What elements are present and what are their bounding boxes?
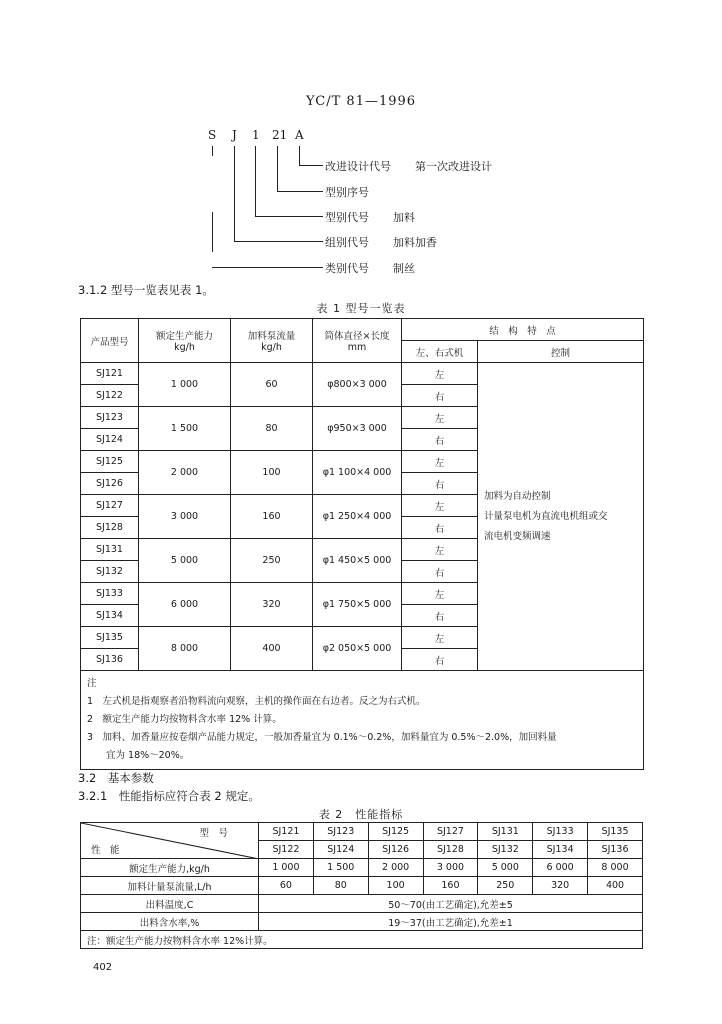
table-row: SJ126 右: [81, 473, 644, 495]
table-row: SJ123 1 500 80 φ950×3 000 左: [81, 407, 644, 429]
table-row: 加料计量泵流量,L/h 60 80 100 160 250 320 400: [81, 877, 643, 895]
table2-note: 注：额定生产能力按物料含水率 12%计算。: [81, 931, 643, 949]
table-row: SJ127 3 000 160 φ1 250×4 000 左: [81, 495, 644, 517]
code-letter: S: [208, 128, 217, 142]
paragraph-3-2-1: 3.2.1 性能指标应符合表 2 规定。: [78, 789, 260, 803]
table1-caption: 表 1 型号一览表: [316, 302, 406, 315]
table-row: SJ122 右: [81, 385, 644, 407]
header-features: 结 构 特 点: [402, 319, 644, 341]
code-letter: 21: [272, 128, 288, 142]
table-row: 出料含水率,% 19～37(由工艺确定),允差±1: [81, 913, 643, 931]
table-row: SJ133 6 000 320 φ1 750×5 000 左: [81, 583, 644, 605]
table2-caption: 表 2 性能指标: [318, 808, 404, 821]
page-number: 402: [93, 962, 113, 973]
legend-item: 组别代号 加料加香: [325, 236, 437, 249]
table-row: SJ132 右: [81, 561, 644, 583]
legend-item: 型别代号 加料: [325, 211, 415, 224]
table-row: SJ135 8 000 400 φ2 050×5 000 左: [81, 627, 644, 649]
table-row: SJ136 右: [81, 649, 644, 671]
legend-item: 型别序号: [325, 186, 369, 199]
table-row: 额定生产能力,kg/h 1 000 1 500 2 000 3 000 5 000 6 000 8 000: [81, 859, 643, 877]
table-row: 出料温度,C 50～70(由工艺确定),允差±5: [81, 895, 643, 913]
header-control: 控制: [478, 341, 644, 363]
code-letter: J: [232, 128, 237, 142]
control-description: 加料为自动控制 计量泵电机为直流电机组或交 流电机变频调速: [478, 363, 644, 671]
table-row: SJ124 右: [81, 429, 644, 451]
performance-table: 型 号 性 能 SJ121 SJ123 SJ125 SJ127 SJ131 SJ133 SJ135 SJ122 SJ124 SJ126 SJ128 SJ132 SJ134 SJ136 额定生产能力,kg/h 1 000 1 500 2 000 3 000 5 000 6 000 8 000 加料计量泵流量,L/h 60 80 100 160 250 320 400 出料温度,C 50～70(由工艺确定),允差±5 出料含水率,% 19～37(由工艺确定),允差±1 注：额定生产能力按物料含水率 12%计算。: [80, 822, 643, 949]
table-row: SJ125 2 000 100 φ1 100×4 000 左: [81, 451, 644, 473]
header-pump: 加料泵流量 kg/h: [231, 319, 313, 363]
table1-notes: 注 1 左式机是指观察者沿物料流向观察，主机的操作面在右边者。反之为右式机。 2 额定生产能力均按物料含水率 12% 计算。 3 加料、加香量应按卷烟产品能力规定，一般加香量宜为 0.1%～0.2%，加料量宜为 0.5%～2.0%，加回料量 宜为 18%～20%。: [81, 671, 644, 770]
section-3-2: 3.2 基本参数: [78, 771, 154, 785]
table-row: SJ131 5 000 250 φ1 450×5 000 左: [81, 539, 644, 561]
table-row: SJ121 1 000 60 φ800×3 000 左 加料为自动控制 计量泵电机为直流电机组或交 流电机变频调速: [81, 363, 644, 385]
header-side: 左、右式机: [402, 341, 478, 363]
model-list-table: [80, 318, 644, 770]
table-note-row: [81, 931, 643, 949]
table2-corner: 型 号 性 能: [81, 823, 259, 859]
table-notes-row: [81, 671, 644, 770]
table-row: SJ128 右: [81, 517, 644, 539]
paragraph-3-1-2: 3.1.2 型号一览表见表 1。: [78, 283, 214, 297]
code-letter: A: [295, 128, 304, 142]
legend-item: 类别代号 制丝: [325, 262, 415, 275]
header-capacity: 额定生产能力 kg/h: [139, 319, 231, 363]
page-header: YC/T 81—1996: [305, 94, 417, 109]
header-drum: 筒体直径×长度 mm: [313, 319, 402, 363]
code-letter: 1: [252, 128, 260, 142]
header-model: 产品型号: [81, 319, 139, 363]
legend-item: 改进设计代号 第一次改进设计: [325, 160, 492, 173]
table-row: SJ134 右: [81, 605, 644, 627]
